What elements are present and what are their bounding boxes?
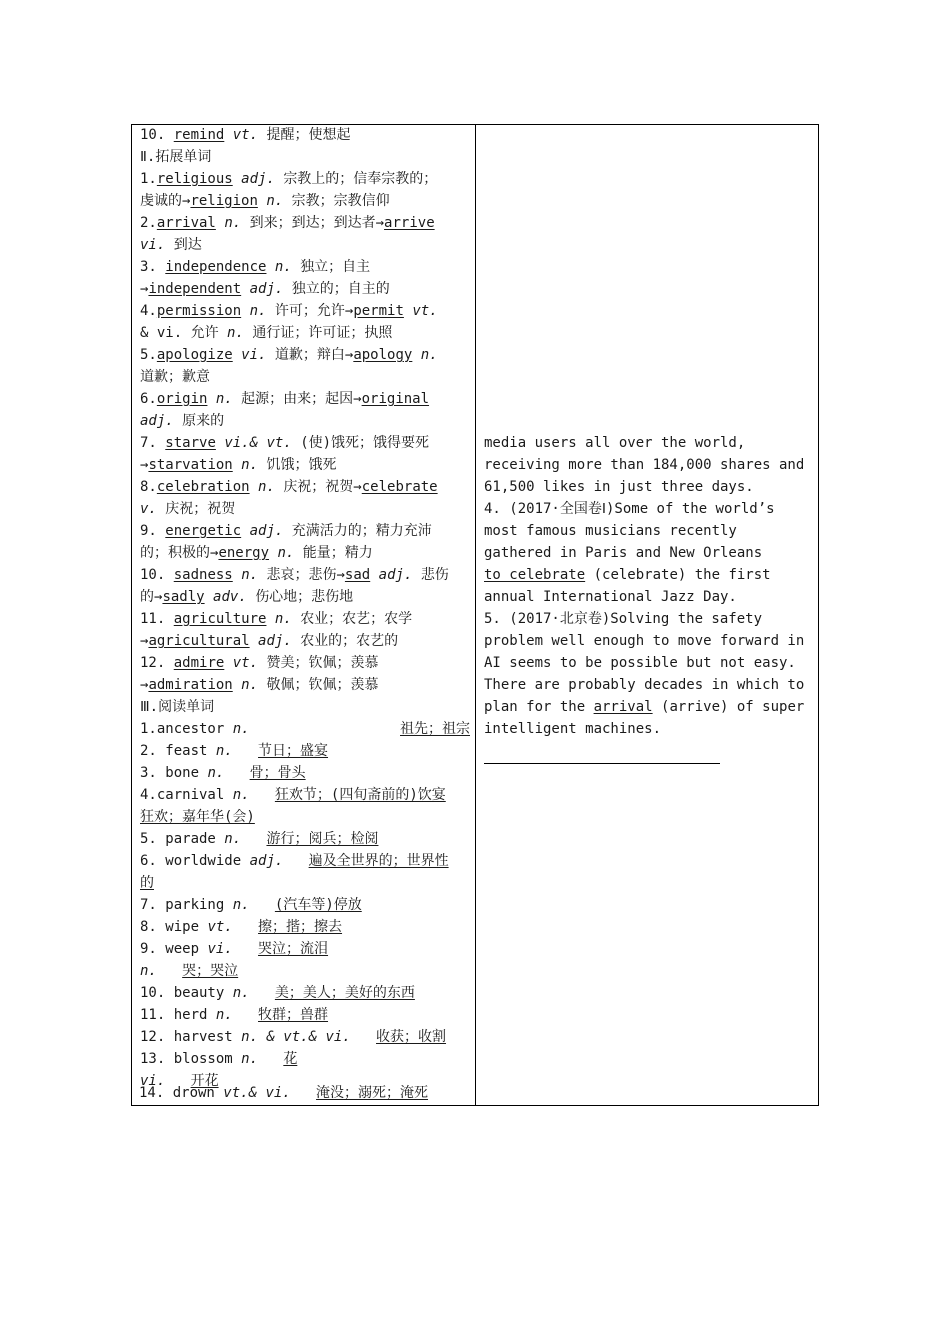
column-divider	[475, 125, 476, 1105]
reading-item: 10. beauty n. 美；美人；美好的东西	[140, 985, 415, 1001]
vocab-item: 5.apologize vi. 道歉；辩白→apology n.	[140, 347, 438, 363]
reading-item-cont: n. 哭；哭泣	[140, 963, 239, 979]
exercise-line: media users all over the world,	[484, 435, 746, 451]
exercise-line: There are probably decades in which to	[484, 677, 805, 693]
vocab-item-cont: →admiration n. 敬佩；钦佩；羡慕	[140, 677, 379, 693]
exercise-line: 4. (2017·全国卷Ⅰ)Some of the world’s	[484, 501, 775, 517]
exercise-line: receiving more than 184,000 shares and	[484, 457, 805, 473]
reading-item: 13. blossom n. 花	[140, 1051, 298, 1067]
reading-item: 6. worldwide adj. 遍及全世界的；世界性	[140, 853, 449, 869]
reading-item-cont: 狂欢；嘉年华(会)	[140, 809, 255, 825]
exercise-line: gathered in Paris and New Orleans	[484, 545, 763, 561]
vocab-item-cont: adj. 原来的	[140, 413, 225, 429]
answer-blank: arrival	[593, 699, 653, 715]
vocab-item-cont: & vi. 允许 n. 通行证；许可证；执照	[140, 325, 393, 341]
vocab-item-cont: v. 庆祝；祝贺	[140, 501, 236, 517]
reading-item: 2. feast n. 节日；盛宴	[140, 743, 329, 759]
vocab-item: 7. starve vi.& vt. (使)饿死；饿得要死	[140, 435, 430, 451]
vocab-item-cont: 虔诚的→religion n. 宗教；宗教信仰	[140, 193, 390, 209]
vocab-item-cont: →independent adj. 独立的；自主的	[140, 281, 390, 297]
exercise-line: problem well enough to move forward in	[484, 633, 805, 649]
vocab-item-cont: vi. 到达	[140, 237, 202, 253]
exercise-line: annual International Jazz Day.	[484, 589, 737, 605]
reading-item: 5. parade n. 游行；阅兵；检阅	[140, 831, 379, 847]
reading-item: 14. drown vt.& vi. 淹没；溺死；淹死	[139, 1085, 429, 1101]
vocab-item: 12. admire vt. 赞美；钦佩；羡慕	[140, 655, 379, 671]
vocab-item: 4.permission n. 许可；允许→permit vt.	[140, 303, 438, 319]
reading-item: 12. harvest n. & vt.& vi. 收获；收割	[140, 1029, 447, 1045]
reading-item: 9. weep vi. 哭泣；流泪	[140, 941, 329, 957]
vocab-item: 1.religious adj. 宗教上的；信奉宗教的；	[140, 171, 438, 187]
reading-item: 7. parking n. (汽车等)停放	[140, 897, 362, 913]
vocab-item-cont: 道歉；歉意	[140, 369, 210, 385]
vocab-item: 11. agriculture n. 农业；农艺；农学	[140, 611, 413, 627]
exercise-line: intelligent machines.	[484, 721, 662, 737]
reading-item-cont: vi. 开花	[140, 1073, 219, 1089]
separator-line	[484, 763, 720, 764]
reading-item-cont: 的	[140, 875, 154, 891]
exercise-line: plan for the arrival (arrive) of super	[484, 699, 805, 715]
vocab-item: 10. remind vt. 提醒；使想起	[140, 127, 351, 143]
vocab-item: 10. sadness n. 悲哀；悲伤→sad adj. 悲伤	[140, 567, 449, 583]
vocab-item-cont: 的；积极的→energy n. 能量；精力	[140, 545, 373, 561]
vocab-table	[131, 124, 819, 1106]
vocab-item: 6.origin n. 起源；由来；起因→original	[140, 391, 430, 407]
exercise-line: most famous musicians recently	[484, 523, 737, 539]
vocab-item: 3. independence n. 独立；自主	[140, 259, 371, 275]
reading-item: 8. wipe vt. 擦；揩；擦去	[140, 919, 343, 935]
exercise-line: 5. (2017·北京卷)Solving the safety	[484, 611, 763, 627]
vocab-item: 2.arrival n. 到来；到达；到达者→arrive	[140, 215, 435, 231]
answer-blank: to celebrate	[484, 567, 586, 583]
reading-item: 1.ancestor n. 祖先；祖宗	[140, 721, 470, 737]
exercise-line: to celebrate (celebrate) the first	[484, 567, 771, 583]
exercise-line: AI seems to be possible but not easy.	[484, 655, 796, 671]
vocab-item-cont: →agricultural adj. 农业的；农艺的	[140, 633, 399, 649]
reading-item: 4.carnival n. 狂欢节；(四旬斋前的)饮宴	[140, 787, 446, 803]
section-title: Ⅲ.阅读单词	[140, 699, 215, 715]
reading-item: 11. herd n. 牧群；兽群	[140, 1007, 329, 1023]
section-title: Ⅱ.拓展单词	[140, 149, 212, 165]
vocab-item-cont: →starvation n. 饥饿；饿死	[140, 457, 337, 473]
vocab-item: 8.celebration n. 庆祝；祝贺→celebrate	[140, 479, 438, 495]
reading-item: 3. bone n. 骨；骨头	[140, 765, 306, 781]
vocab-item: 9. energetic adj. 充满活力的；精力充沛	[140, 523, 432, 539]
exercise-line: 61,500 likes in just three days.	[484, 479, 754, 495]
vocab-item-cont: 的→sadly adv. 伤心地；悲伤地	[140, 589, 354, 605]
